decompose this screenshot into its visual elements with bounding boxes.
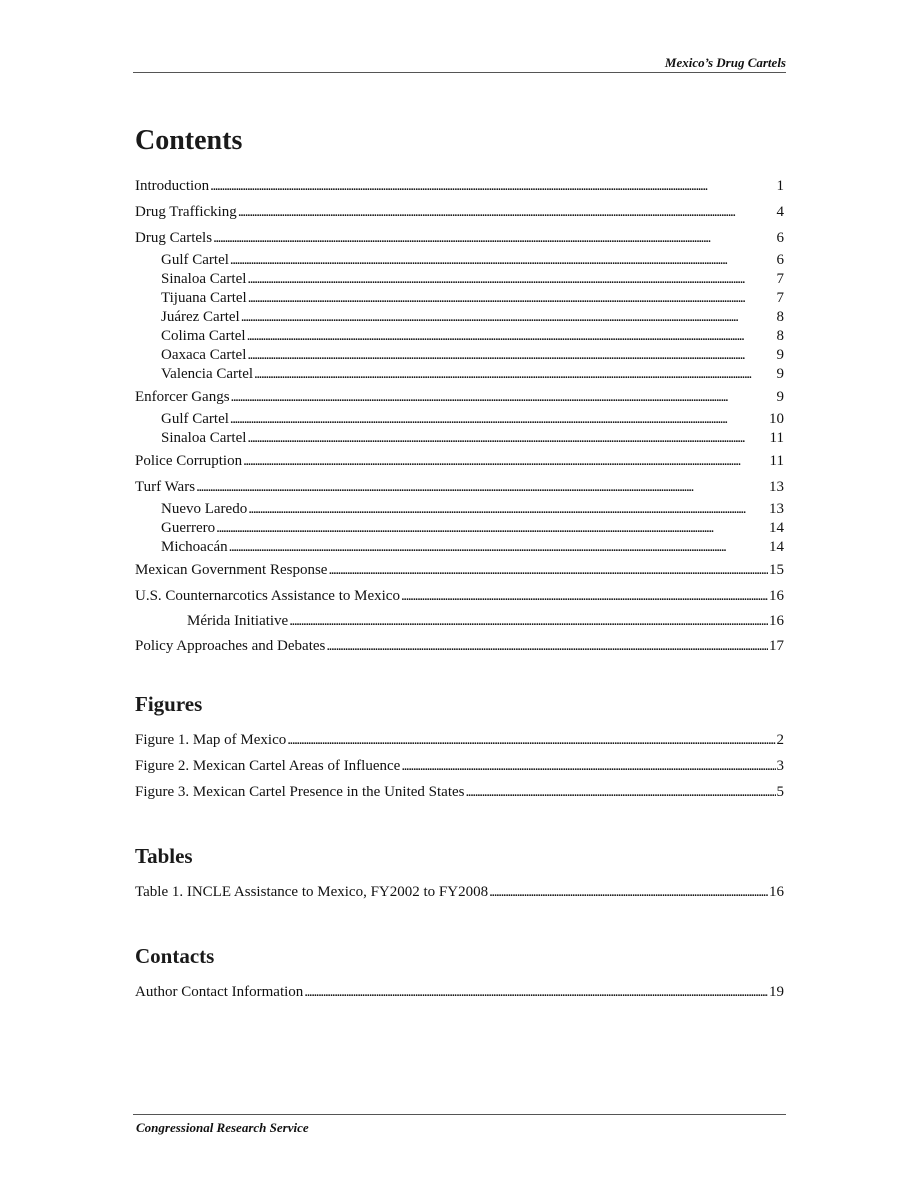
toc-entry-policy-approaches[interactable]: Policy Approaches and Debates . . . 17 — [135, 633, 784, 659]
toc-entry-us-counternarcotics-assistance[interactable]: U.S. Counternarcotics Assistance to Mexico . . . 16 — [135, 583, 784, 609]
contacts-list — [135, 979, 784, 1005]
toc-entry-merida-initiative[interactable]: Mérida Initiative . . . 16 — [135, 609, 784, 633]
toc-entry-introduction[interactable]: Introduction . . . 1 — [135, 173, 784, 199]
figure-entry-cartel-presence-us[interactable]: Figure 3. Mexican Cartel Presence in the United States . . . 5 — [135, 779, 784, 805]
toc-entry-enforcer-gangs[interactable]: Enforcer Gangs . . . 9 — [135, 384, 784, 410]
contents-list — [135, 173, 784, 659]
running-header: Mexico’s Drug Cartels — [133, 54, 786, 73]
toc-entry-oaxaca-cartel[interactable]: Oaxaca Cartel . . . 9 — [135, 346, 784, 365]
running-footer: Congressional Research Service — [136, 1120, 309, 1135]
toc-entry-guerrero[interactable]: Guerrero . . . 14 — [135, 519, 784, 538]
toc-entry-juarez-cartel[interactable]: Juárez Cartel . . . 8 — [135, 308, 784, 327]
tables-heading: Tables — [135, 844, 193, 868]
toc-entry-michoacan[interactable]: Michoacán . . . 14 — [135, 538, 784, 557]
figures-heading: Figures — [135, 692, 203, 716]
figures-list — [135, 727, 784, 805]
toc-entry-tijuana-cartel[interactable]: Tijuana Cartel . . . 7 — [135, 289, 784, 308]
toc-entry-drug-cartels[interactable]: Drug Cartels . . . 6 — [135, 225, 784, 251]
tables-list — [135, 879, 784, 905]
toc-entry-police-corruption[interactable]: Police Corruption . . . 11 — [135, 448, 784, 474]
figure-entry-map-of-mexico[interactable]: Figure 1. Map of Mexico . . . 2 — [135, 727, 784, 753]
contents-heading: Contents — [135, 125, 243, 156]
table-entry-incle-assistance[interactable]: Table 1. INCLE Assistance to Mexico, FY2002 to FY2008 . . . 16 — [135, 879, 784, 905]
contacts-heading: Contacts — [135, 944, 215, 968]
toc-entry-enforcer-sinaloa-cartel[interactable]: Sinaloa Cartel . . . 11 — [135, 429, 784, 448]
toc-entry-nuevo-laredo[interactable]: Nuevo Laredo . . . 13 — [135, 500, 784, 519]
toc-entry-valencia-cartel[interactable]: Valencia Cartel . . . 9 — [135, 365, 784, 384]
toc-entry-gulf-cartel[interactable]: Gulf Cartel . . . 6 — [135, 251, 784, 270]
footer-rule — [133, 1114, 786, 1115]
contact-entry-author-info[interactable]: Author Contact Information . . . 19 — [135, 979, 784, 1005]
toc-entry-colima-cartel[interactable]: Colima Cartel . . . 8 — [135, 327, 784, 346]
toc-entry-enforcer-gulf-cartel[interactable]: Gulf Cartel . . . 10 — [135, 410, 784, 429]
figure-entry-cartel-areas[interactable]: Figure 2. Mexican Cartel Areas of Influence . . . 3 — [135, 753, 784, 779]
toc-entry-turf-wars[interactable]: Turf Wars . . . 13 — [135, 474, 784, 500]
toc-entry-drug-trafficking[interactable]: Drug Trafficking . . . 4 — [135, 199, 784, 225]
toc-entry-mexican-government-response[interactable]: Mexican Government Response . . . 15 — [135, 557, 784, 583]
toc-entry-sinaloa-cartel[interactable]: Sinaloa Cartel . . . 7 — [135, 270, 784, 289]
